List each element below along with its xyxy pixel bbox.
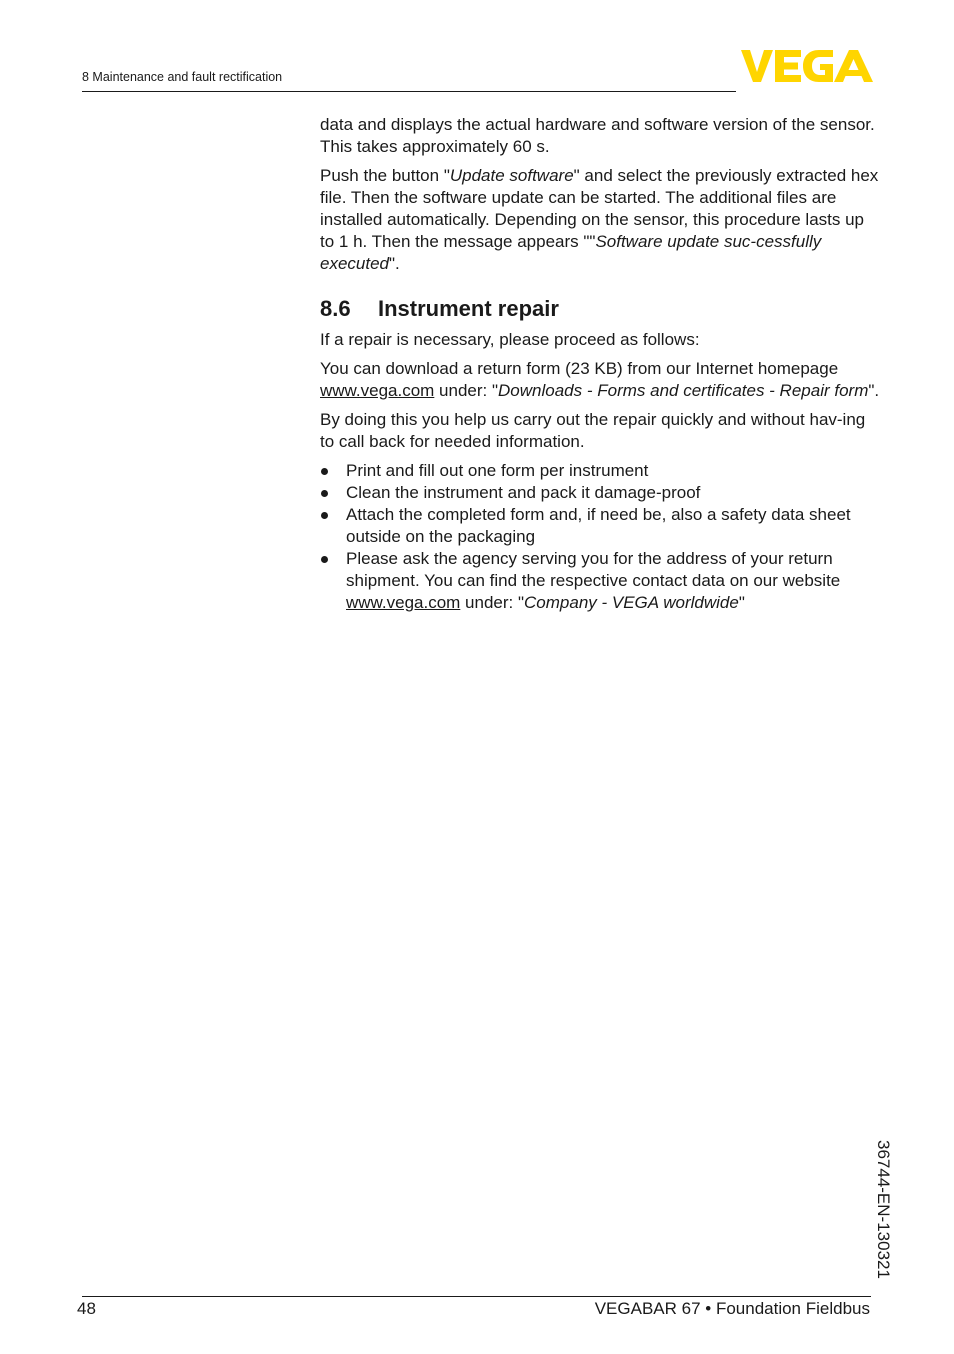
bullet-icon [321,490,328,497]
running-header: 8 Maintenance and fault rectification [82,70,283,84]
section-title: Instrument repair [378,296,559,321]
section-heading [320,295,880,323]
paragraph: If a repair is necessary, please proceed as follows: [320,330,700,349]
bullet-icon [321,512,328,519]
paragraph: By doing this you help us carry out the repair quickly and without hav-ing to call back for needed information. [320,410,866,451]
list-item: Attach the completed form and, if need be, also a safety data sheet outside on the packaging [320,504,880,548]
bullet-icon [321,468,328,475]
paragraph: data and displays the actual hardware and software version of the sensor. This takes approximately 60 s. [320,115,875,156]
section-number: 8.6 [320,296,351,321]
vega-logo [741,50,873,84]
footer-doc-title: VEGABAR 67 • Foundation Fieldbus [594,1299,870,1318]
document-id: 36744-EN-130321 [874,1140,893,1279]
main-content [320,114,880,614]
list-item: Please ask the agency serving you for the address of your return shipment. You can find the respective contact data on our website www.vega.com under: "Company - VEGA worldwide" [320,548,880,614]
list-item: Clean the instrument and pack it damage-proof [320,482,880,504]
footer-rule [82,1296,871,1297]
paragraph: Push the button "Update software" and select the previously extracted hex file. Then the software update can be started. The additional files are installed automatically. Depending on the sensor, this procedure lasts up to 1 h. Then the message appears ""Software update suc-cessfully executed". [320,166,879,273]
vega-website-link[interactable]: www.vega.com [320,381,435,400]
page-number: 48 [77,1299,96,1318]
bullet-icon [321,556,328,563]
repair-steps-list [320,460,880,614]
header-rule [82,91,736,92]
list-item: Print and fill out one form per instrument [320,460,880,482]
paragraph: You can download a return form (23 KB) from our Internet homepage www.vega.com under: "Downloads - Forms and certificates - Repair form". [320,359,880,400]
vega-website-link[interactable]: www.vega.com [346,593,461,612]
